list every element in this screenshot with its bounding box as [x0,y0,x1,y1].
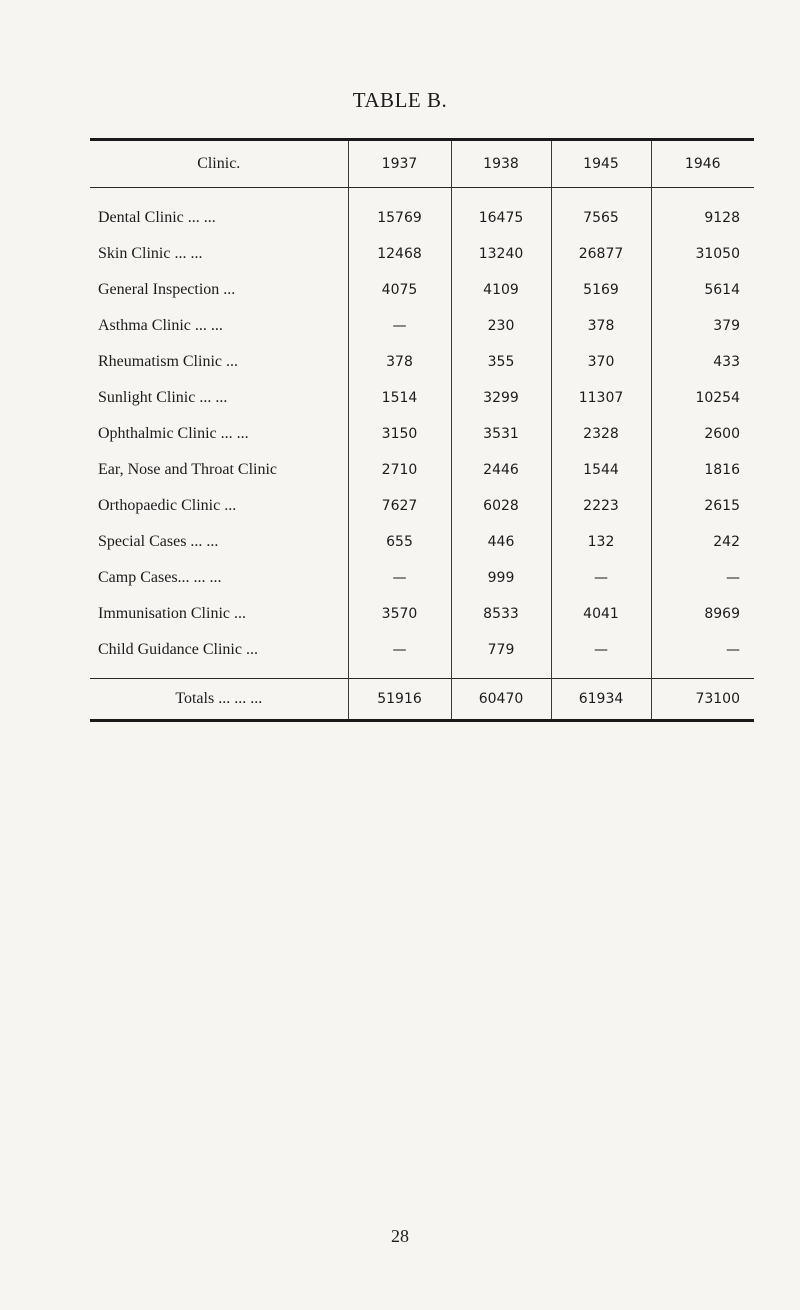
table-row [90,596,754,632]
value-cell-1937: 3570 [348,596,451,632]
value-cell-1946: 2615 [651,488,754,524]
value-cell-1937: — [348,308,451,344]
value-cell-1938: 16475 [451,188,551,237]
value-cell-1938: 13240 [451,236,551,272]
value-cell-1945: 5169 [551,272,651,308]
clinic-name-cell: Dental Clinic ... ... [98,209,216,226]
value-cell-1946: 9128 [651,188,754,237]
value-cell-1946: 31050 [651,236,754,272]
value-cell-1946: 1816 [651,452,754,488]
value-cell-1946: — [651,632,754,679]
value-cell-1945: 4041 [551,596,651,632]
value-cell-1937: 1514 [348,380,451,416]
value-cell-1945: 7565 [551,188,651,237]
table-row [90,524,754,560]
clinic-name-cell: Special Cases ... ... [98,533,219,550]
value-cell-1945: 2328 [551,416,651,452]
clinic-name-cell: Immunisation Clinic ... [98,605,246,622]
table-header-row [90,140,754,188]
value-cell-1938: 779 [451,632,551,679]
value-cell-1937: 4075 [348,272,451,308]
value-cell-1946: 379 [651,308,754,344]
clinic-name-cell: Child Guidance Clinic ... [98,641,258,658]
totals-1938: 60470 [451,679,551,721]
value-cell-1945: 370 [551,344,651,380]
clinic-name-cell: Ophthalmic Clinic ... ... [98,425,249,442]
value-cell-1945: 26877 [551,236,651,272]
clinic-attendance-table-wrapper [90,138,754,722]
table-row [90,344,754,380]
table-row [90,308,754,344]
table-row [90,236,754,272]
value-cell-1938: 230 [451,308,551,344]
value-cell-1937: 378 [348,344,451,380]
header-clinic: Clinic. [90,140,348,188]
value-cell-1945: — [551,632,651,679]
value-cell-1937: 12468 [348,236,451,272]
table-row [90,272,754,308]
value-cell-1938: 2446 [451,452,551,488]
clinic-name-cell: Skin Clinic ... ... [98,245,203,262]
page-title: TABLE B. [352,88,448,112]
page-number: 28 [391,1226,409,1246]
totals-row [90,679,754,721]
value-cell-1938: 8533 [451,596,551,632]
value-cell-1938: 446 [451,524,551,560]
value-cell-1946: — [651,560,754,596]
value-cell-1938: 6028 [451,488,551,524]
header-1938: 1938 [451,140,551,188]
value-cell-1938: 999 [451,560,551,596]
value-cell-1938: 3531 [451,416,551,452]
value-cell-1946: 5614 [651,272,754,308]
clinic-name-cell: Ear, Nose and Throat Clinic [98,461,278,478]
value-cell-1945: 378 [551,308,651,344]
table-row [90,632,754,679]
value-cell-1937: 655 [348,524,451,560]
value-cell-1945: — [551,560,651,596]
value-cell-1937: 7627 [348,488,451,524]
value-cell-1945: 1544 [551,452,651,488]
value-cell-1938: 4109 [451,272,551,308]
value-cell-1945: 132 [551,524,651,560]
clinic-name-cell: Rheumatism Clinic ... [98,353,238,370]
value-cell-1937: 15769 [348,188,451,237]
clinic-attendance-table [90,138,754,722]
header-1937: 1937 [348,140,451,188]
value-cell-1937: 2710 [348,452,451,488]
value-cell-1938: 3299 [451,380,551,416]
value-cell-1946: 242 [651,524,754,560]
table-row [90,560,754,596]
table-row [90,188,754,237]
value-cell-1937: — [348,560,451,596]
table-body [90,188,754,679]
value-cell-1946: 8969 [651,596,754,632]
value-cell-1945: 2223 [551,488,651,524]
value-cell-1938: 355 [451,344,551,380]
clinic-name-cell: General Inspection ... [98,281,236,298]
value-cell-1946: 10254 [651,380,754,416]
clinic-name-cell: Camp Cases... ... ... [98,569,222,586]
value-cell-1946: 2600 [651,416,754,452]
clinic-name-cell: Asthma Clinic ... ... [98,317,223,334]
table-row [90,488,754,524]
value-cell-1937: — [348,632,451,679]
table-row [90,380,754,416]
value-cell-1945: 11307 [551,380,651,416]
totals-1945: 61934 [551,679,651,721]
value-cell-1946: 433 [651,344,754,380]
clinic-name-cell: Orthopaedic Clinic ... [98,497,237,514]
totals-1937: 51916 [348,679,451,721]
totals-label: Totals ... ... ... [90,679,348,721]
header-1945: 1945 [551,140,651,188]
totals-1946: 73100 [651,679,754,721]
clinic-name-cell: Sunlight Clinic ... ... [98,389,228,406]
table-row [90,452,754,488]
value-cell-1937: 3150 [348,416,451,452]
header-1946: 1946 [651,140,754,188]
table-row [90,416,754,452]
